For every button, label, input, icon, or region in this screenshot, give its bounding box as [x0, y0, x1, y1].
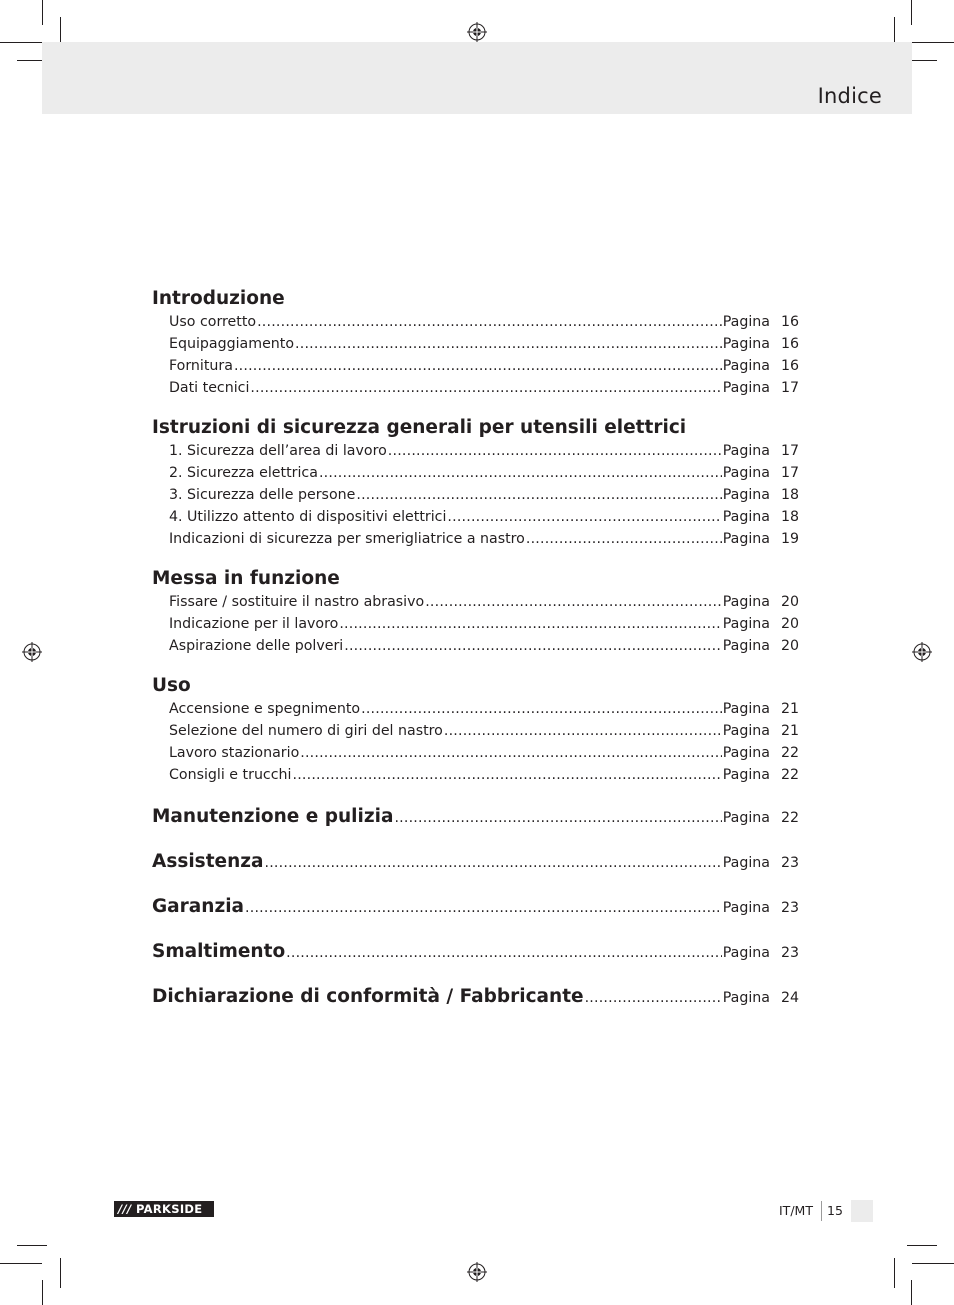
- page-word: Pagina: [722, 701, 770, 717]
- entry-page: [723, 440, 799, 462]
- toc-top-entry[interactable]: [152, 940, 799, 965]
- logo-slashes: ///: [118, 1202, 132, 1216]
- crop-mark: [0, 42, 42, 43]
- page-word: Pagina: [722, 723, 770, 739]
- entry-label: Consigli e trucchi: [169, 767, 292, 783]
- entry-page: [723, 742, 799, 764]
- crop-mark: [911, 1280, 912, 1305]
- entry-page: [723, 806, 799, 830]
- leader-dots: [447, 506, 721, 528]
- leader-dots: [300, 742, 722, 764]
- toc-top-entry[interactable]: [152, 895, 799, 920]
- leader-dots: [444, 720, 722, 742]
- entry-label: Uso corretto: [169, 314, 257, 330]
- footer-tab: [851, 1200, 873, 1222]
- crop-mark: [912, 42, 954, 43]
- entry-page: [723, 484, 799, 506]
- registration-mark-icon: [467, 1262, 487, 1282]
- entry-page: [723, 355, 799, 377]
- page-word: Pagina: [722, 465, 770, 481]
- leader-dots: [265, 851, 722, 875]
- toc-entry[interactable]: [152, 764, 799, 786]
- leader-dots: [257, 311, 722, 333]
- entry-label: 2. Sicurezza elettrica: [169, 465, 318, 481]
- toc-entry[interactable]: [152, 462, 799, 484]
- language-code: IT/MT: [779, 1203, 813, 1218]
- leader-dots: [388, 440, 722, 462]
- page-word: Pagina: [722, 358, 770, 374]
- entry-page: [723, 851, 799, 875]
- entry-label: Smaltimento: [152, 941, 286, 962]
- entry-label: Indicazioni di sicurezza per smerigliatrice a nastro: [169, 531, 525, 547]
- entry-label: Fissare / sostituire il nastro abrasivo: [169, 594, 425, 610]
- page-number: 19: [780, 531, 799, 547]
- page-number: 18: [780, 487, 799, 503]
- entry-page: [723, 377, 799, 399]
- page-word: Pagina: [722, 487, 770, 503]
- page-number: 20: [780, 638, 799, 654]
- table-of-contents: [152, 287, 799, 1030]
- page-word: Pagina: [722, 767, 770, 783]
- entry-page: [723, 591, 799, 613]
- entry-page: [723, 333, 799, 355]
- page-number: 17: [780, 443, 799, 459]
- page-number: 20: [780, 594, 799, 610]
- entry-label: Dati tecnici: [169, 380, 250, 396]
- page-word: Pagina: [722, 745, 770, 761]
- leader-dots: [292, 764, 721, 786]
- page-number: 17: [780, 465, 799, 481]
- page-number: 23: [780, 855, 799, 871]
- entry-page: [723, 635, 799, 657]
- page-number: 16: [780, 358, 799, 374]
- page-number: 15: [827, 1203, 843, 1218]
- section-title[interactable]: Uso: [152, 675, 191, 696]
- toc-entry[interactable]: [152, 635, 799, 657]
- registration-mark-icon: [467, 22, 487, 42]
- toc-entry[interactable]: [152, 377, 799, 399]
- toc-entry[interactable]: [152, 440, 799, 462]
- page-word: Pagina: [722, 594, 770, 610]
- leader-dots: [585, 986, 722, 1010]
- page-title: Indice: [817, 84, 882, 108]
- leader-dots: [250, 377, 721, 399]
- header-band: [42, 42, 912, 114]
- toc-top-entry[interactable]: [152, 850, 799, 875]
- toc-entry[interactable]: [152, 506, 799, 528]
- toc-top-entry[interactable]: [152, 805, 799, 830]
- page-word: Pagina: [722, 945, 770, 961]
- page-number: 21: [780, 723, 799, 739]
- entry-page: [723, 941, 799, 965]
- page-word: Pagina: [722, 990, 770, 1006]
- page-number: 22: [780, 767, 799, 783]
- page-number: 20: [780, 616, 799, 632]
- leader-dots: [245, 896, 722, 920]
- page-word: Pagina: [722, 810, 770, 826]
- page-word: Pagina: [722, 900, 770, 916]
- page-word: Pagina: [722, 380, 770, 396]
- logo-text: PARKSIDE: [136, 1202, 203, 1216]
- entry-page: [723, 698, 799, 720]
- leader-dots: [339, 613, 721, 635]
- page-number: 17: [780, 380, 799, 396]
- footer-divider: [821, 1201, 822, 1221]
- entry-page: [723, 720, 799, 742]
- page-number: 23: [780, 900, 799, 916]
- page-number: 24: [780, 990, 799, 1006]
- toc-entry[interactable]: [152, 720, 799, 742]
- entry-page: [723, 986, 799, 1010]
- page-word: Pagina: [722, 531, 770, 547]
- crop-mark: [60, 1258, 61, 1288]
- toc-top-entry[interactable]: [152, 985, 799, 1010]
- page-number: 16: [780, 336, 799, 352]
- parkside-logo: [114, 1201, 214, 1217]
- leader-dots: [394, 806, 721, 830]
- section-title[interactable]: Messa in funzione: [152, 568, 340, 589]
- entry-label: Dichiarazione di conformità / Fabbricante: [152, 986, 584, 1007]
- toc-section-sicurezza: [152, 416, 799, 550]
- registration-mark-icon: [912, 642, 932, 662]
- toc-entry[interactable]: [152, 355, 799, 377]
- crop-mark: [911, 0, 912, 25]
- registration-mark-icon: [22, 642, 42, 662]
- page-number: 22: [780, 810, 799, 826]
- entry-page: [723, 462, 799, 484]
- entry-label: Assistenza: [152, 851, 264, 872]
- page-number: 16: [780, 314, 799, 330]
- entry-label: Selezione del numero di giri del nastro: [169, 723, 443, 739]
- entry-label: Lavoro stazionario: [169, 745, 300, 761]
- entry-label: Garanzia: [152, 896, 245, 917]
- crop-mark: [0, 1263, 42, 1264]
- leader-dots: [234, 355, 722, 377]
- leader-dots: [425, 591, 722, 613]
- toc-entry[interactable]: [152, 484, 799, 506]
- toc-entry[interactable]: [152, 613, 799, 635]
- page-number: 21: [780, 701, 799, 717]
- entry-page: [723, 506, 799, 528]
- toc-section-introduzione: [152, 287, 799, 399]
- crop-mark: [42, 1280, 43, 1305]
- entry-label: Indicazione per il lavoro: [169, 616, 339, 632]
- entry-label: Fornitura: [169, 358, 233, 374]
- entry-page: [723, 896, 799, 920]
- entry-label: Aspirazione delle polveri: [169, 638, 344, 654]
- entry-label: Equipaggiamento: [169, 336, 295, 352]
- page-word: Pagina: [722, 314, 770, 330]
- toc-entry[interactable]: [152, 698, 799, 720]
- page-word: Pagina: [722, 616, 770, 632]
- crop-mark: [42, 0, 43, 25]
- entry-label: 1. Sicurezza dell’area di lavoro: [169, 443, 387, 459]
- toc-entry[interactable]: [152, 591, 799, 613]
- page-word: Pagina: [722, 336, 770, 352]
- entry-label: Manutenzione e pulizia: [152, 806, 394, 827]
- leader-dots: [286, 941, 722, 965]
- toc-entry[interactable]: [152, 333, 799, 355]
- crop-mark: [17, 1245, 47, 1246]
- crop-mark: [907, 1245, 937, 1246]
- leader-dots: [319, 462, 722, 484]
- crop-mark: [912, 1263, 954, 1264]
- page-number: 22: [780, 745, 799, 761]
- entry-page: [723, 528, 799, 550]
- entry-page: [723, 764, 799, 786]
- page-number: 23: [780, 945, 799, 961]
- page-number: 18: [780, 509, 799, 525]
- entry-label: Accensione e spegnimento: [169, 701, 361, 717]
- leader-dots: [526, 528, 722, 550]
- leader-dots: [356, 484, 721, 506]
- page-word: Pagina: [722, 638, 770, 654]
- entry-label: 4. Utilizzo attento di dispositivi elettrici: [169, 509, 447, 525]
- toc-section-messa-in-funzione: [152, 567, 799, 657]
- leader-dots: [344, 635, 721, 657]
- page-word: Pagina: [722, 443, 770, 459]
- page-word: Pagina: [722, 509, 770, 525]
- toc-entry[interactable]: [152, 528, 799, 550]
- leader-dots: [361, 698, 722, 720]
- page-word: Pagina: [722, 855, 770, 871]
- toc-entry[interactable]: [152, 742, 799, 764]
- toc-section-uso: [152, 674, 799, 786]
- entry-page: [723, 311, 799, 333]
- leader-dots: [295, 333, 722, 355]
- section-title[interactable]: Introduzione: [152, 288, 285, 309]
- entry-page: [723, 613, 799, 635]
- toc-entry[interactable]: [152, 311, 799, 333]
- crop-mark: [894, 1258, 895, 1288]
- entry-label: 3. Sicurezza delle persone: [169, 487, 356, 503]
- section-title[interactable]: Istruzioni di sicurezza generali per utensili elettrici: [152, 417, 687, 438]
